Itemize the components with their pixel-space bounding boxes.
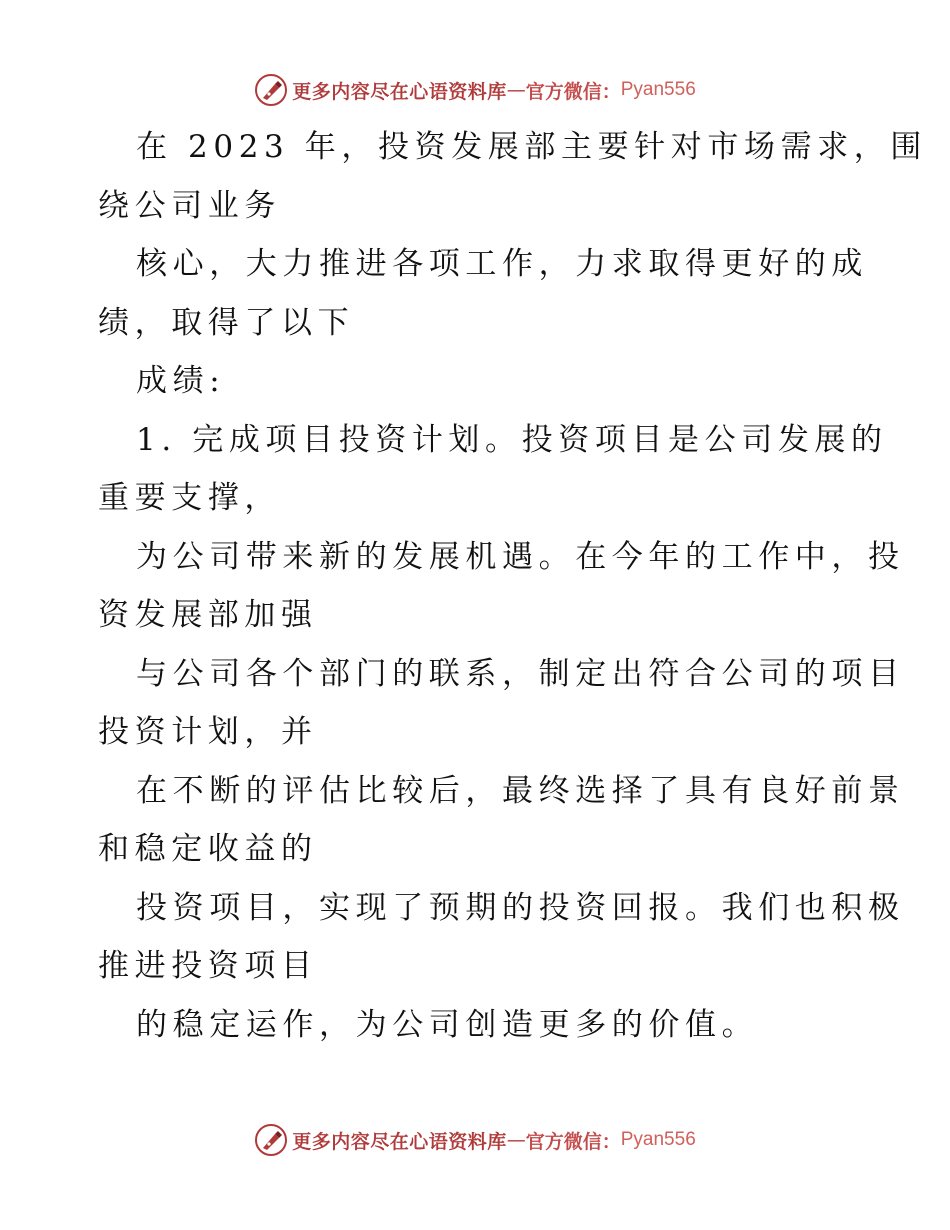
watermark-dash: —	[506, 1129, 526, 1151]
text-line: 在 2023 年，投资发展部主要针对市场需求，围	[136, 129, 927, 165]
text-line: 成绩:	[136, 363, 226, 399]
text-line: 重要支撑，	[98, 480, 281, 516]
wechat-id: Pyan556	[620, 79, 696, 100]
pen-nib-icon	[254, 73, 288, 107]
wechat-label: 官方微信：	[525, 1130, 621, 1153]
wechat-label: 官方微信：	[525, 80, 621, 103]
text-line: 资发展部加强	[98, 597, 318, 633]
text-line: 绩，取得了以下	[98, 304, 355, 341]
text-line: 与公司各个部门的联系，制定出符合公司的项目	[136, 655, 905, 692]
text-line: 投资计划，并	[98, 714, 318, 750]
wechat-id: Pyan556	[620, 1129, 696, 1150]
document-body	[98, 118, 927, 1054]
text-line: 核心，大力推进各项工作，力求取得更好的成	[136, 246, 868, 282]
watermark-text: 更多内容尽在心语资料库	[292, 80, 507, 103]
watermark-dash: —	[506, 79, 526, 101]
text-line: 推进投资项目	[98, 948, 318, 984]
text-line: 投资项目，实现了预期的投资回报。我们也积极	[136, 889, 905, 926]
text-line: 绕公司业务	[98, 187, 281, 224]
pen-nib-icon	[254, 1123, 288, 1157]
text-line: 1. 完成项目投资计划。投资项目是公司发展的	[136, 421, 888, 458]
text-line: 在不断的评估比较后，最终选择了具有良好前景	[136, 772, 905, 809]
header-watermark	[0, 70, 950, 110]
footer-watermark	[0, 1120, 950, 1160]
text-line: 为公司带来新的发展机遇。在今年的工作中，投	[136, 538, 905, 575]
text-line: 的稳定运作，为公司创造更多的价值。	[136, 1006, 759, 1043]
text-line: 和稳定收益的	[98, 831, 318, 867]
watermark-text: 更多内容尽在心语资料库	[292, 1130, 507, 1153]
